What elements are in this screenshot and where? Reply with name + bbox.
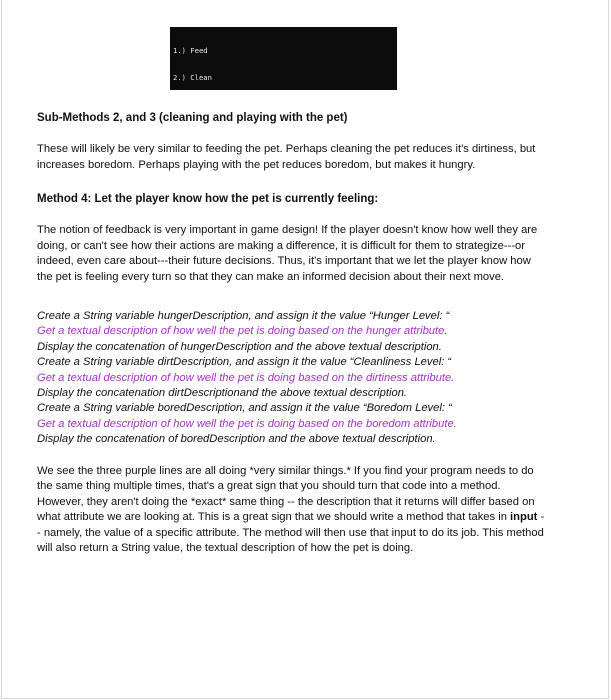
pseudocode-line: Display the concatenation dirtDescriptionand the above textual description. (37, 387, 408, 400)
pseudocode-line: Create a String variable boredDescription, and assign it the value “Boredom Level: “ (37, 402, 452, 415)
section-paragraph: The notion of feedback is very important in game design! If the player doesn't know how well they are doing, or can't see how their actions are making a difference, it is difficult for them to strategize---or indeed, even care about---their future decisions. Thus, it's important that we let the player know how the pet is feeling every turn so that they can make an informed decision about their next move. (37, 224, 538, 283)
pseudocode-line: Display the concatenation of boredDescription and the above textual description. (37, 433, 436, 446)
pseudocode-line-highlighted: Get a textual description of how well the pet is doing based on the dirtiness attribute. (37, 371, 455, 384)
section-paragraph (37, 464, 547, 557)
bold-keyword: input (510, 511, 538, 524)
terminal-screenshot (170, 27, 397, 90)
pseudocode-line: Create a String variable hungerDescription, and assign it the value “Hunger Level: “ (37, 310, 450, 322)
section-heading: Sub-Methods 2, and 3 (cleaning and playing with the pet) (37, 112, 348, 124)
terminal-line: 2.) Clean (173, 73, 212, 82)
pseudocode-line-highlighted: Get a textual description of how well the pet is doing based on the boredom attribute. (37, 417, 457, 430)
section-heading: Method 4: Let the player know how the pet is currently feeling: (37, 193, 379, 205)
paragraph-text: -- namely, the value of a specific attribute. The method will then use that input to do its job. This method will also return a String value, the textual description of how the pet is doing. (37, 511, 545, 555)
pseudocode-line: Create a String variable dirtDescription, and assign it the value “Cleanliness Level: “ (37, 356, 452, 369)
pseudocode-block (37, 309, 547, 448)
section-paragraph: These will likely be very similar to feeding the pet. Perhaps cleaning the pet reduces it's dirtiness, but increases boredom. Perhaps playing with the pet reduces boredom, but makes it hungry. (37, 143, 536, 171)
pseudocode-line-highlighted: Get a textual description of how well the pet is doing based on the hunger attribute. (37, 325, 448, 338)
document-body (37, 111, 547, 557)
paragraph-text: We see the three purple lines are all doing *very similar things.* If you find your program needs to do the same thing multiple times, that's a great sign that you should turn that code into a method. However, they aren't doing the *exact* same thing -- the description that it returns will differ based on what attribute we are looking at. This is a great sign that we should write a method that takes in (37, 464, 535, 524)
pseudocode-line: Display the concatenation of hungerDescription and the above textual description. (37, 340, 442, 353)
terminal-line: 1.) Feed (173, 46, 208, 55)
